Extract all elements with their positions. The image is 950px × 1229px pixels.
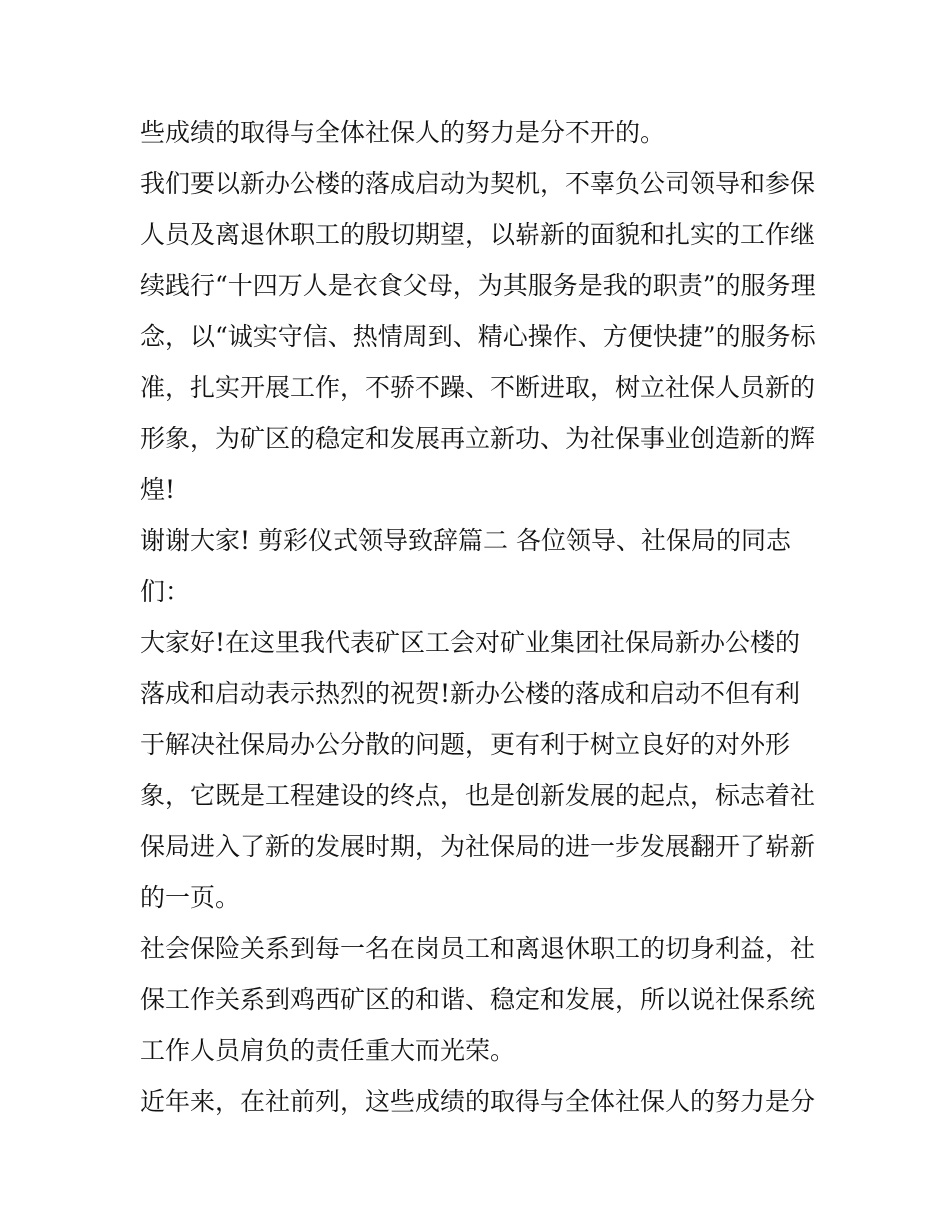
text-line: 人员及离退休职工的殷切期望，以崭新的面貌和扎实的工作继 (140, 220, 816, 249)
text-line: 续践行“十四万人是衣食父母，为其服务是我的职责”的服务理 (140, 271, 816, 300)
text-line: 们： (140, 577, 191, 606)
text-line: 煌! (140, 475, 176, 504)
text-line: 大家好!在这里我代表矿区工会对矿业集团社保局新办公楼的 (140, 628, 801, 657)
text-line: 些成绩的取得与全体社保人的努力是分不开的。 (140, 118, 666, 147)
text-line: 社会保险关系到每一名在岗员工和离退休职工的切身利益，社 (140, 934, 816, 963)
text-line: 谢谢大家! 剪彩仪式领导致辞篇二 各位领导、社保局的同志 (140, 526, 791, 555)
text-line: 保工作关系到鸡西矿区的和谐、稳定和发展，所以说社保系统 (140, 985, 816, 1014)
text-line: 的一页。 (140, 883, 241, 912)
text-line: 落成和启动表示热烈的祝贺!新办公楼的落成和启动不但有利 (140, 679, 801, 708)
document-body (140, 107, 820, 1127)
text-line: 象，它既是工程建设的终点，也是创新发展的起点，标志着社 (140, 781, 816, 810)
text-line: 工作人员肩负的责任重大而光荣。 (140, 1036, 516, 1065)
text-line: 近年来，在社前列，这些成绩的取得与全体社保人的努力是分 (140, 1087, 816, 1116)
text-line: 于解决社保局办公分散的问题，更有利于树立良好的对外形 (140, 730, 791, 759)
text-line: 念，以“诚实守信、热情周到、精心操作、方便快捷”的服务标 (140, 322, 816, 351)
text-line: 我们要以新办公楼的落成启动为契机，不辜负公司领导和参保 (140, 169, 816, 198)
text-line: 保局进入了新的发展时期，为社保局的进一步发展翻开了崭新 (140, 832, 816, 861)
text-line: 准，扎实开展工作，不骄不躁、不断进取，树立社保人员新的 (140, 373, 816, 402)
text-line: 形象，为矿区的稳定和发展再立新功、为社保事业创造新的辉 (140, 424, 816, 453)
